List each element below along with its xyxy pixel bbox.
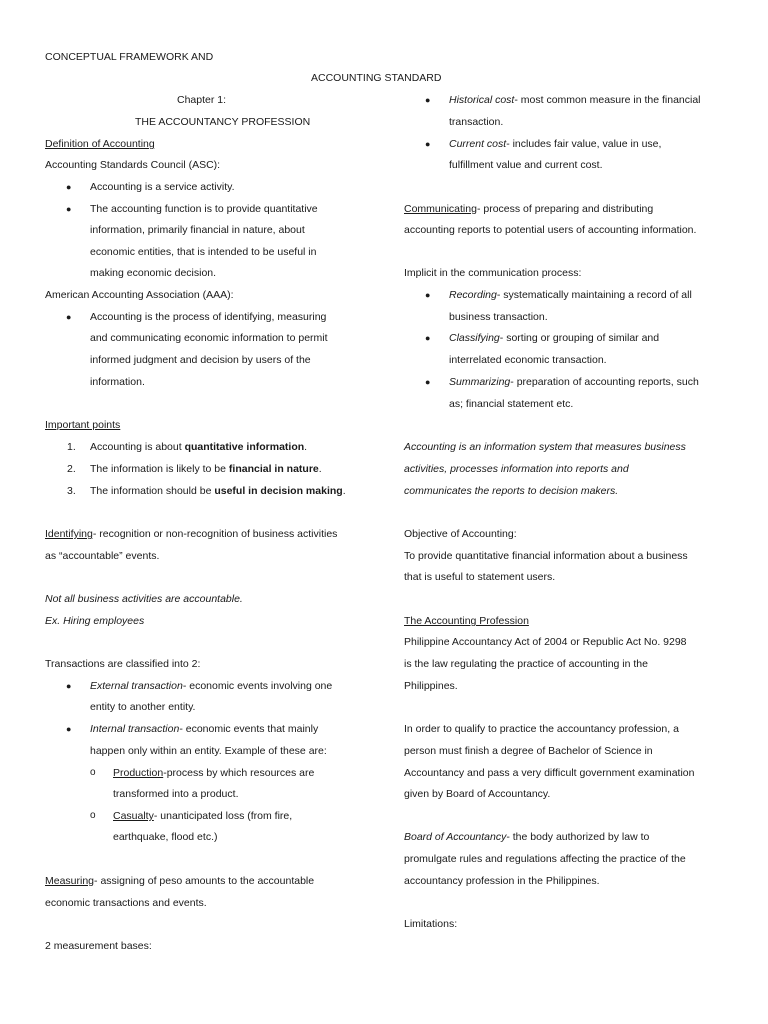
info-system-line: Accounting is an information system that measures business (404, 441, 686, 453)
aaa-bullet-line: and communicating economic information to permit (90, 332, 328, 344)
recording-item: Recording- systematically maintaining a record of all (449, 289, 692, 301)
aaa-bullet-line: Accounting is the process of identifying, measuring (90, 311, 327, 323)
internal-transaction-line2: happen only within an entity. Example of these are: (90, 745, 327, 757)
act-line: Philippine Accountancy Act of 2004 or Republic Act No. 9298 (404, 636, 687, 648)
example-note: Ex. Hiring employees (45, 615, 145, 627)
list-number: 3. (67, 485, 76, 497)
communicating-definition-line2: accounting reports to potential users of accounting information. (404, 224, 697, 236)
asc-bullet-1: Accounting is a service activity. (90, 181, 235, 193)
communicating-definition: Communicating- process of preparing and distributing (404, 203, 654, 215)
important-point-3: The information should be useful in decision making. (90, 485, 346, 497)
limitations-label: Limitations: (404, 918, 458, 930)
classifying-item: Classifying- sorting or grouping of similar and (449, 332, 660, 344)
bullet-icon: ● (66, 204, 72, 214)
important-point-1: Accounting is about quantitative information. (90, 441, 308, 453)
asc-bullet-2-line: information, primarily financial in nature, about (90, 224, 305, 236)
list-number: 1. (67, 441, 76, 453)
circle-bullet-icon: o (90, 767, 96, 778)
chapter-label: Chapter 1: (177, 94, 227, 106)
aaa-bullet-line: information. (90, 376, 145, 388)
info-system-line: communicates the reports to decision makers. (404, 485, 619, 497)
chapter-title: THE ACCOUNTANCY PROFESSION (135, 116, 311, 128)
asc-bullet-2-line: economic entities, that is intended to be useful in (90, 246, 317, 258)
production-item: Production-process by which resources are (113, 767, 315, 779)
bullet-icon: ● (66, 312, 72, 322)
measuring-definition-line2: economic transactions and events. (45, 897, 207, 909)
bullet-icon: ● (66, 182, 72, 192)
act-line: is the law regulating the practice of accounting in the (404, 658, 648, 670)
historical-cost-item: Historical cost- most common measure in the financial (449, 94, 701, 106)
bullet-icon: ● (425, 377, 431, 387)
casualty-item-line2: earthquake, flood etc.) (113, 831, 218, 843)
qualify-line: In order to qualify to practice the accountancy profession, a (404, 723, 679, 735)
bullet-icon: ● (425, 290, 431, 300)
casualty-item: Casualty- unanticipated loss (from fire, (113, 810, 293, 822)
board-definition-line3: accountancy profession in the Philippines. (404, 875, 600, 887)
measuring-definition: Measuring- assigning of peso amounts to the accountable (45, 875, 315, 887)
act-line: Philippines. (404, 680, 458, 692)
identifying-definition: Identifying- recognition or non-recognition of business activities (45, 528, 338, 540)
aaa-bullet-line: informed judgment and decision by users of the (90, 354, 311, 366)
qualify-line: given by Board of Accountancy. (404, 788, 551, 800)
bullet-icon: ● (425, 333, 431, 343)
doc-title-line1: CONCEPTUAL FRAMEWORK AND (45, 51, 214, 63)
classifying-item-line2: interrelated economic transaction. (449, 354, 607, 366)
important-points-heading: Important points (45, 419, 121, 431)
not-all-note: Not all business activities are accountable. (45, 593, 243, 605)
asc-label: Accounting Standards Council (ASC): (45, 159, 221, 171)
external-transaction-line2: entity to another entity. (90, 701, 196, 713)
bullet-icon: ● (66, 724, 72, 734)
bullet-icon: ● (66, 681, 72, 691)
qualify-line: Accountancy and pass a very difficult government examination (404, 767, 695, 779)
asc-bullet-2-line: The accounting function is to provide quantitative (90, 203, 318, 215)
implicit-label: Implicit in the communication process: (404, 267, 582, 279)
bullet-icon: ● (425, 139, 431, 149)
board-definition: Board of Accountancy- the body authorized by law to (404, 831, 650, 843)
transactions-label: Transactions are classified into 2: (45, 658, 201, 670)
identifying-definition-line2: as “accountable” events. (45, 550, 160, 562)
aaa-label: American Accounting Association (AAA): (45, 289, 234, 301)
info-system-line: activities, processes information into reports and (404, 463, 629, 475)
objective-label: Objective of Accounting: (404, 528, 517, 540)
qualify-line: person must finish a degree of Bachelor of Science in (404, 745, 653, 757)
definition-heading: Definition of Accounting (45, 138, 155, 150)
production-item-line2: transformed into a product. (113, 788, 239, 800)
summarizing-item: Summarizing- preparation of accounting reports, such (449, 376, 699, 388)
measurement-bases-label: 2 measurement bases: (45, 940, 152, 952)
profession-heading: The Accounting Profession (404, 615, 529, 627)
circle-bullet-icon: o (90, 810, 96, 821)
internal-transaction: Internal transaction- economic events that mainly (90, 723, 319, 735)
bullet-icon: ● (425, 95, 431, 105)
board-definition-line2: promulgate rules and regulations affecting the practice of the (404, 853, 686, 865)
current-cost-item: Current cost- includes fair value, value in use, (449, 138, 662, 150)
current-cost-line2: fulfillment value and current cost. (449, 159, 603, 171)
important-point-2: The information is likely to be financial in nature. (90, 463, 322, 475)
objective-text-line: that is useful to statement users. (404, 571, 556, 583)
list-number: 2. (67, 463, 76, 475)
asc-bullet-2-line: making economic decision. (90, 267, 217, 279)
doc-title-line2: ACCOUNTING STANDARD (311, 72, 442, 84)
objective-text-line: To provide quantitative financial information about a business (404, 550, 688, 562)
historical-cost-line2: transaction. (449, 116, 504, 128)
summarizing-item-line2: as; financial statement etc. (449, 398, 574, 410)
external-transaction: External transaction- economic events involving one (90, 680, 333, 692)
recording-item-line2: business transaction. (449, 311, 548, 323)
